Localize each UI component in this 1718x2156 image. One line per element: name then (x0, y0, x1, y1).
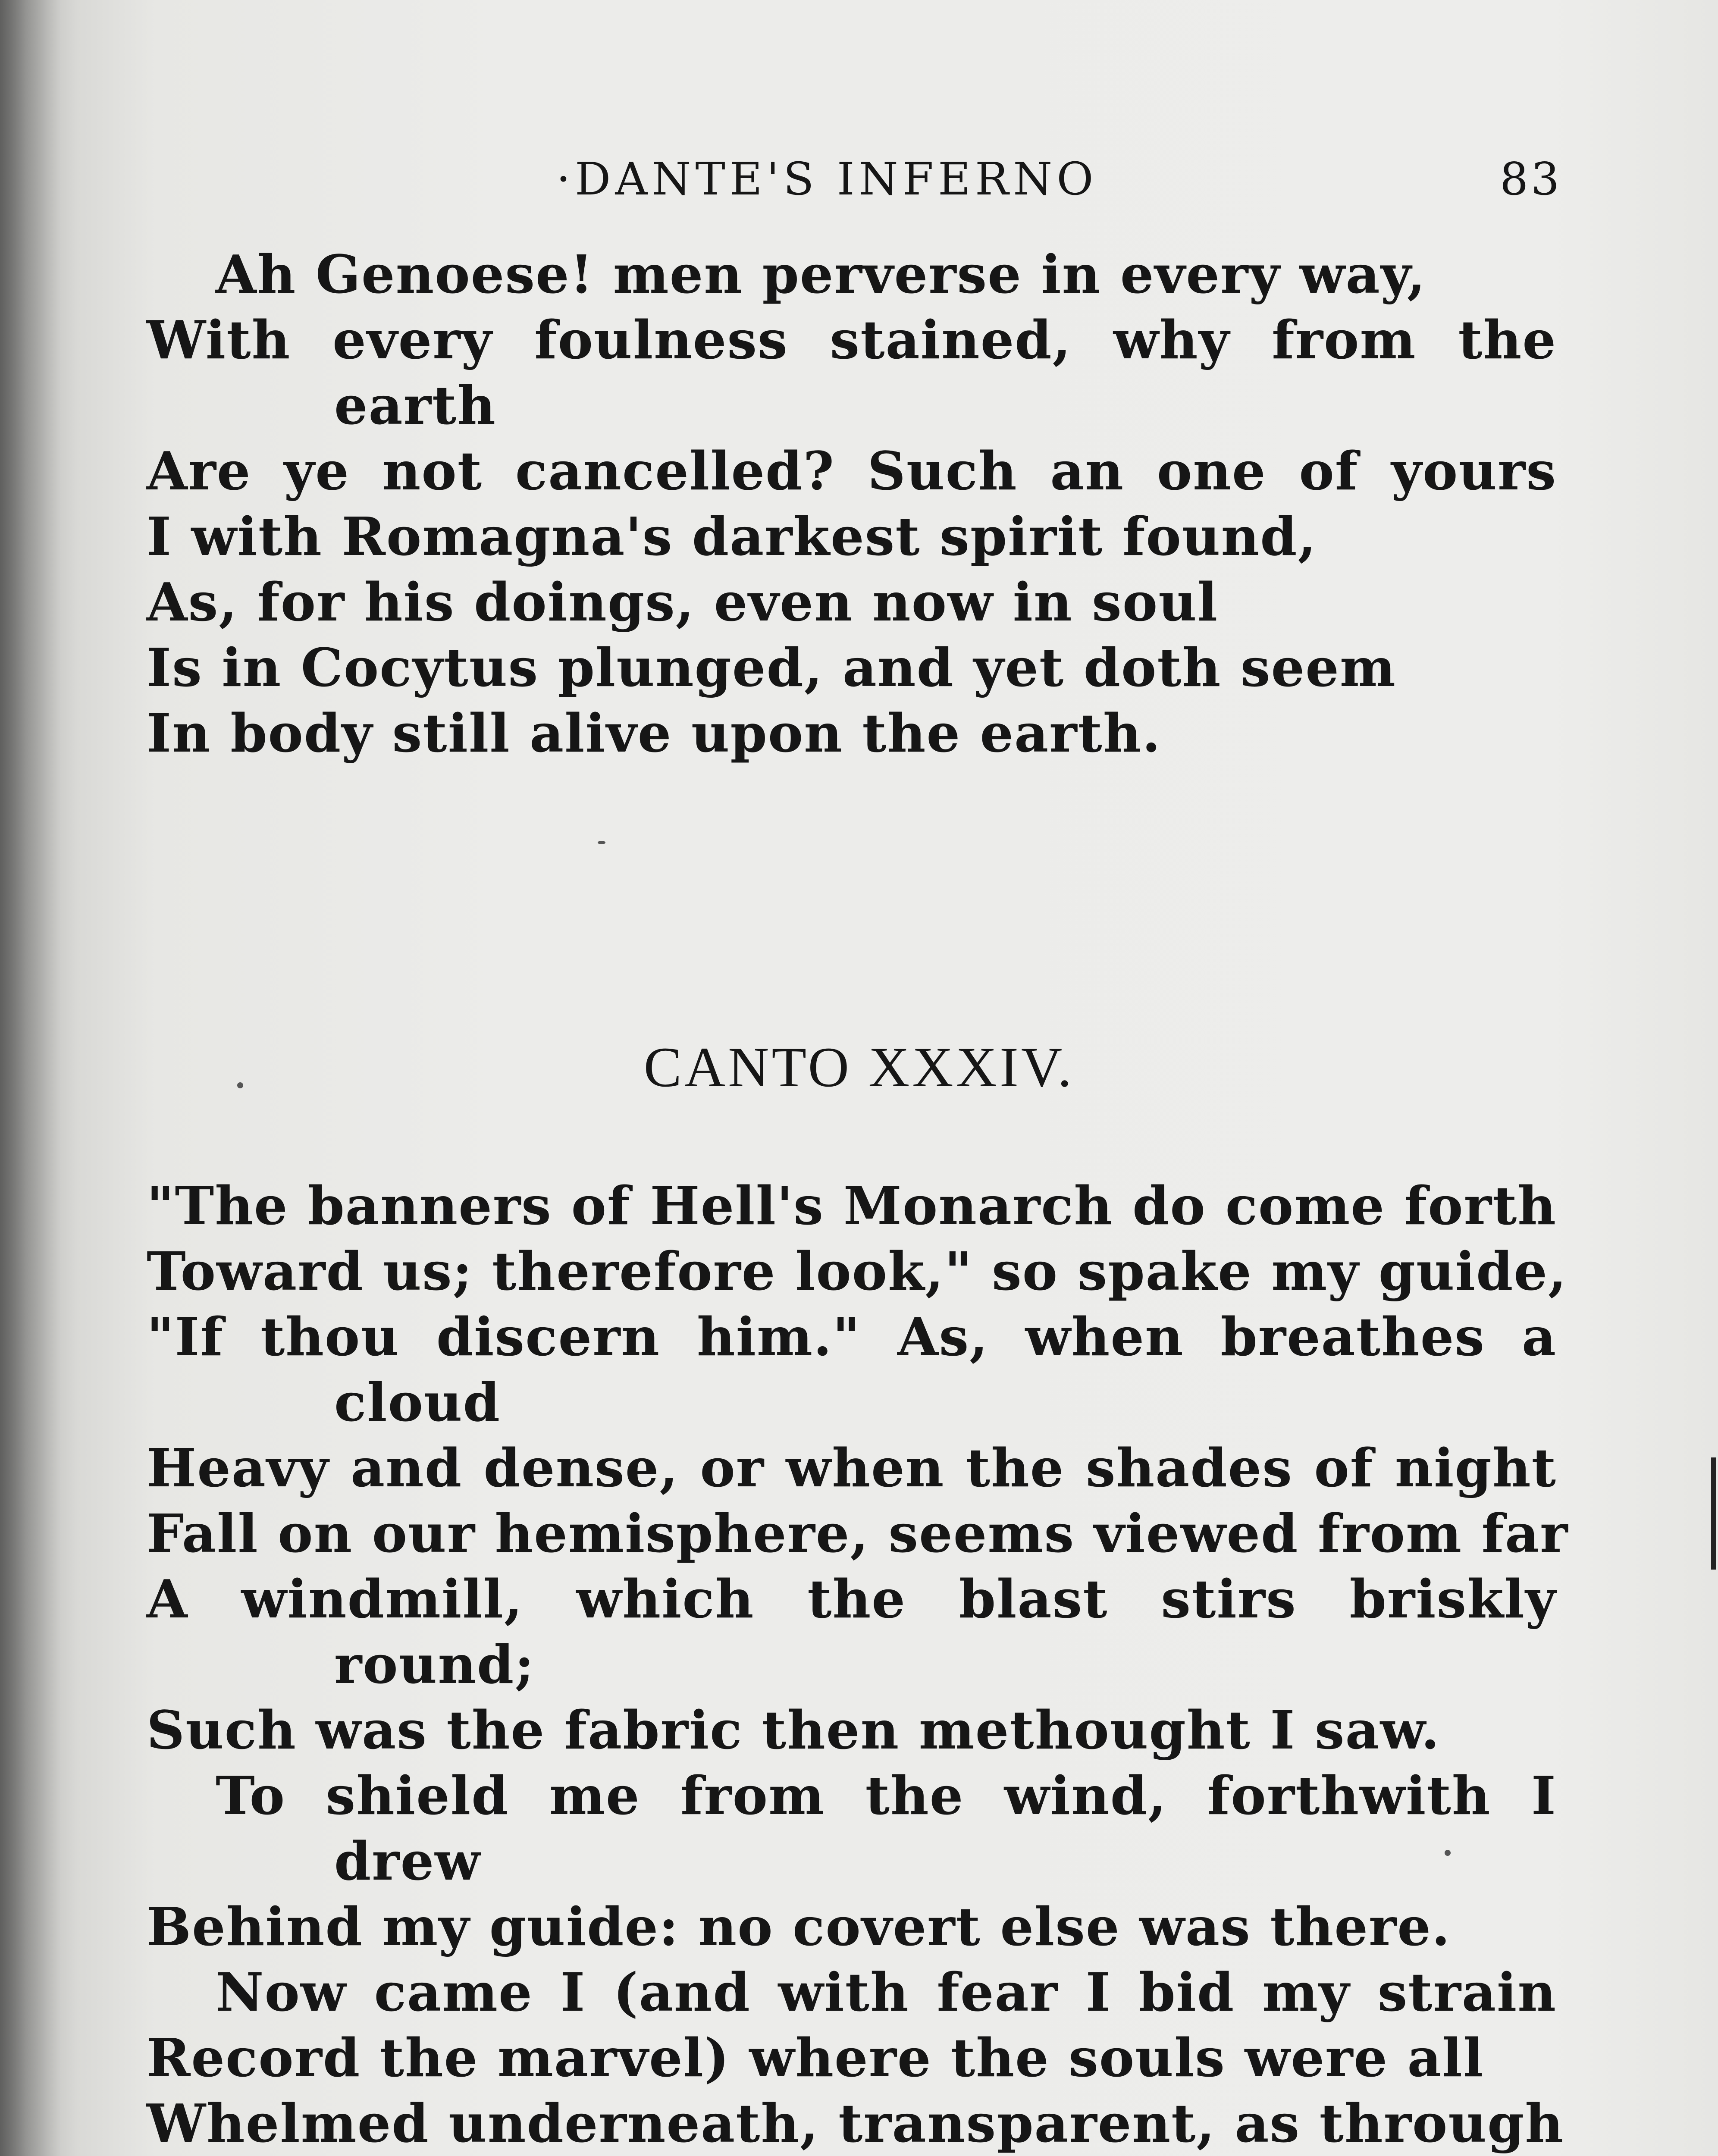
verse-line: As, for his doings, even now in soul (147, 571, 1219, 633)
paper-speck (598, 841, 605, 844)
verse-line: "If thou discern him." As, when breathes a (147, 1306, 1557, 1368)
paper-speck (237, 1082, 243, 1088)
verse-line: Behind my guide: no covert else was there. (147, 1896, 1451, 1958)
running-title: ·DANTE'S INFERNO (556, 153, 1098, 205)
verse-line-continuation: round; (334, 1633, 535, 1695)
verse-line: Ah Genoese! men perverse in every way, (216, 243, 1426, 305)
verse-line: In body still alive upon the earth. (147, 702, 1162, 764)
verse-line: "The banners of Hell's Monarch do come forth (147, 1175, 1557, 1237)
verse-line: I with Romagna's darkest spirit found, (147, 505, 1317, 567)
verse-line-continuation: drew (334, 1830, 481, 1892)
page-number: 83 (1500, 153, 1562, 205)
canto-title: CANTO XXXIV. (643, 1035, 1075, 1099)
verse-line: A windmill, which the blast stirs briskly (147, 1568, 1557, 1630)
verse-line: Now came I (and with fear I bid my strain (216, 1961, 1557, 2023)
verse-line: Is in Cocytus plunged, and yet doth seem (147, 636, 1396, 699)
verse-line-continuation: cloud (334, 1371, 501, 1433)
verse-line: Fall on our hemisphere, seems viewed from far (147, 1502, 1569, 1564)
verse-line: Record the marvel) where the souls were all (147, 2027, 1484, 2089)
page-edge-mark (1711, 1457, 1716, 1570)
paper-speck (1445, 1850, 1451, 1856)
verse-line-continuation: earth (334, 374, 496, 436)
stanza-1 (147, 241, 1557, 766)
verse-line: Toward us; therefore look," so spake my guide, (147, 1240, 1568, 1302)
verse-line: To shield me from the wind, forthwith I (216, 1764, 1557, 1827)
verse-line: Such was the fabric then methought I saw. (147, 1699, 1440, 1761)
verse-line: With every foulness stained, why from the (147, 309, 1557, 371)
verse-line: Whelmed underneath, transparent, as through (147, 2092, 1564, 2154)
verse-line: Heavy and dense, or when the shades of night (147, 1437, 1557, 1499)
verse-line: Are ye not cancelled? Such an one of yours (147, 440, 1557, 502)
stanza-2 (147, 1173, 1569, 2156)
page-header (0, 151, 1718, 207)
